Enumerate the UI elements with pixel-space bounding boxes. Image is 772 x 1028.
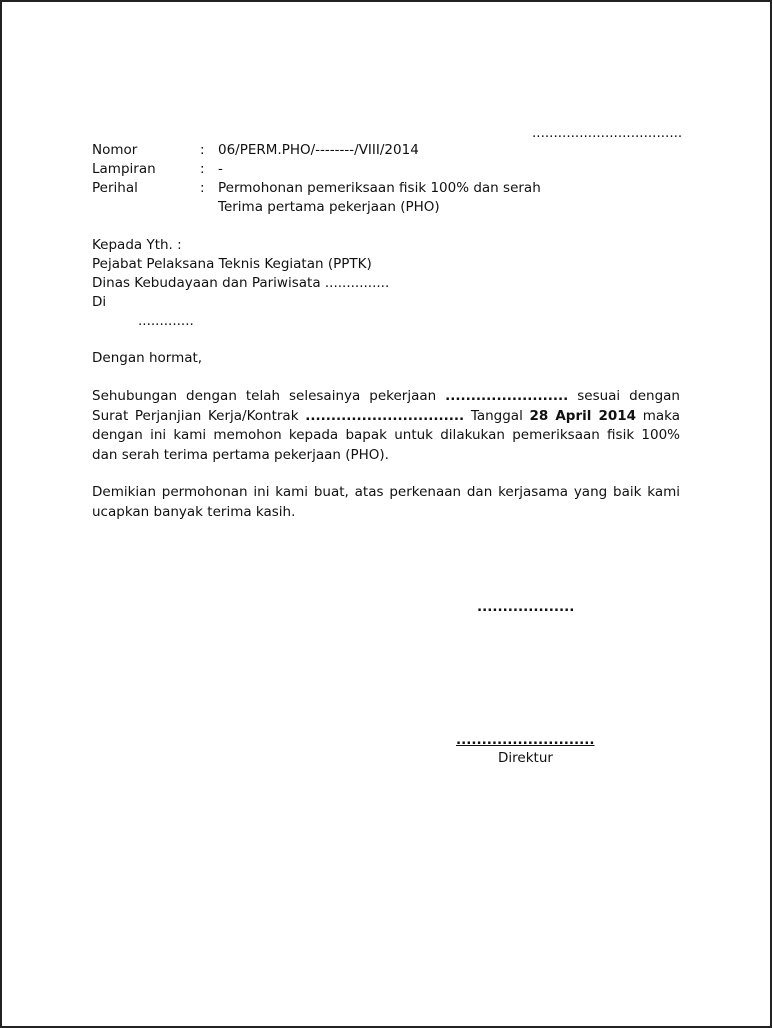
- address-line: Di: [92, 294, 107, 310]
- signatory-name: ...........................: [456, 732, 595, 748]
- recipient-address: [92, 236, 389, 331]
- meta-label: Lampiran: [92, 161, 156, 177]
- address-line: Dinas Kebudayaan dan Pariwisata ...............: [92, 275, 390, 291]
- meta-row-perihal: [92, 179, 578, 198]
- meta-value: -: [218, 161, 223, 177]
- date-placeholder: ...................................: [532, 125, 683, 141]
- signatory-title: Direktur: [498, 750, 553, 766]
- meta-value: Permohonan pemeriksaan fisik 100% dan serah: [218, 180, 541, 196]
- meta-colon: :: [200, 161, 205, 177]
- meta-row-nomor: [92, 141, 578, 160]
- salutation: Dengan hormat,: [92, 350, 203, 366]
- text-run: ........................: [445, 388, 569, 404]
- meta-label: Perihal: [92, 180, 138, 196]
- body-paragraph: [92, 387, 680, 465]
- contract-date: 28 April 2014: [529, 407, 637, 424]
- meta-row-perihal-cont: [92, 198, 578, 217]
- meta-value: 06/PERM.PHO/--------/VIII/2014: [218, 142, 419, 158]
- letter-meta: [92, 141, 578, 217]
- meta-colon: :: [200, 142, 205, 158]
- text-run: sesuai dengan Surat Perjanjian Kerja/Kontrak: [92, 388, 680, 424]
- text-run: ...............................: [305, 407, 465, 424]
- address-line: .............: [138, 313, 194, 329]
- meta-row-lampiran: [92, 160, 578, 179]
- text-run: Sehubungan dengan telah selesainya pekerjaan: [92, 388, 446, 404]
- meta-value: Terima pertama pekerjaan (PHO): [218, 199, 440, 215]
- signature-place: ...................: [477, 599, 575, 615]
- address-to: Kepada Yth. :: [92, 237, 182, 253]
- address-line: Pejabat Pelaksana Teknis Kegiatan (PPTK): [92, 256, 372, 272]
- closing-paragraph: Demikian permohonan ini kami buat, atas perkenaan dan kerjasama yang baik kami ucapkan banyak terima kasih.: [92, 484, 680, 520]
- meta-label: Nomor: [92, 142, 138, 158]
- text-run: Tanggal: [464, 407, 530, 424]
- meta-colon: :: [200, 180, 205, 196]
- text-run: maka dengan ini kami memohon kepada bapak untuk dilakukan pemeriksaan fisik 100% dan serah terima pertama pekerjaan (PHO).: [92, 407, 680, 463]
